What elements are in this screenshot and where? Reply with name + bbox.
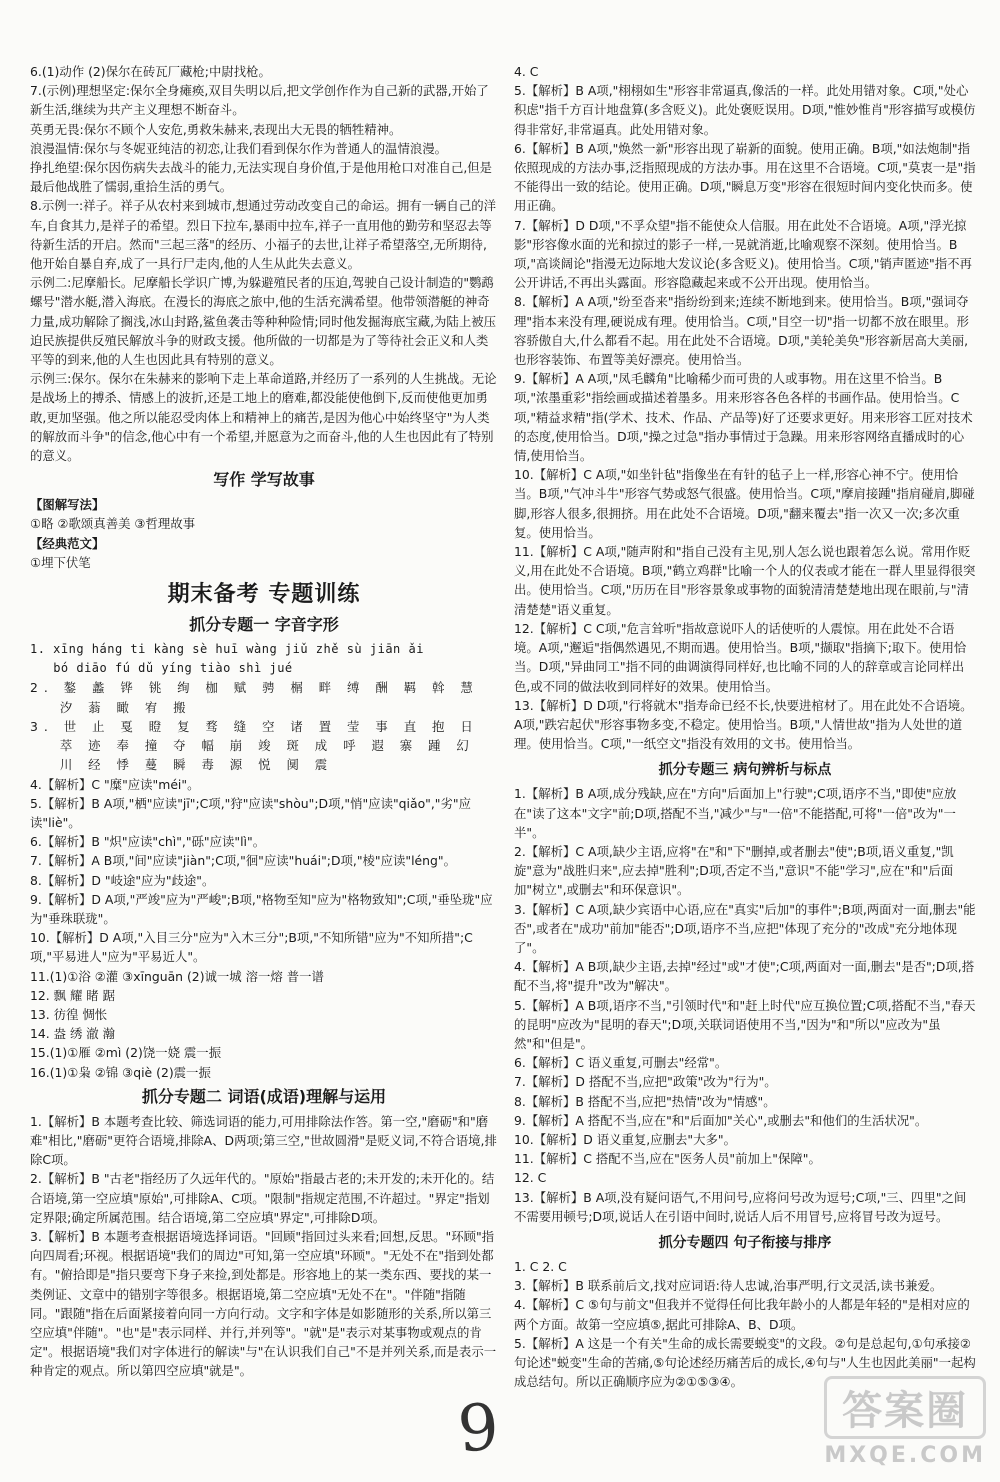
answers-part-b: [514, 784, 976, 1226]
answer-line: 10.【解析】C A项,"如坐针毡"指像坐在有针的毡子上一样,形容心神不宁。使用恰当。B项,"气冲斗牛"形容气势或怒气很盛。使用恰当。C项,"摩肩接踵"指肩碰肩,脚碰脚,形容人很多,很拥挤。用在此处不合语境。D项,"翻来覆去"指一次又一次;多次重复。使用恰当。: [514, 467, 975, 540]
answer-line: 13.【解析】D D项,"行将就木"指寿命已经不长,快要进棺材了。用在此处不合语境。A项,"跌宕起伏"形容事物多变,不稳定。使用恰当。B项,"人情世故"指为人处世的道理。使用恰当。C项,"一纸空文"指没有效用的文书。使用恰当。: [514, 697, 973, 752]
answer-line: 7.(示例)理想坚定:保尔全身瘫痪,双目失明以后,把文学创作作为自己新的武器,开始了新生活,继续为共产主义理想不断奋斗。: [30, 83, 489, 118]
answer-line: 3.【解析】B 本题考查根据语境选择词语。"回顾"指回过头来看;回想,反思。"环顾"指向四周看;环视。根据语境"我们的周边"可知,第一空应填"环顾"。"无处不在"指到处都有。"俯拾即是"指只要弯下身子来捡,到处都是。形容地上的某一类东西、要找的某一类例证、文章中的错别字等很多。根据语境,第二空应填"无处不在"。"伴随"指随同。"跟随"指在后面紧接着向同一方向行动。文字和字体是如影随形的关系,所以第三空应填"伴随"。"也"是"表示同样、并行,并列等"。"就"是"表示对某事物或观点的肯定"。根据语境"我们对字体进行的解读"与"在认识我们自己"不是并列关系,而是表示一种肯定的观点。所以第四空应填"就是"。: [30, 1228, 497, 1379]
answer-line: 9.【解析】D A项,"严竣"应为"严峻";B项,"格物至知"应为"格物致知";C项,"垂坠珑"应为"垂珠联珑"。: [30, 891, 493, 926]
answer-line: 示例二:尼摩船长。尼摩船长学识广博,为躲避殖民者的压迫,驾驶自己设计制造的"鹦鹉螺号"潜水艇,潜入海底。在漫长的海底之旅中,他的生活充满希望。他带领潜艇的神奇力量,成功解除了搁浅,冰山封路,鲨鱼袭击等种种险情;同时他发掘海底宝藏,为陆上被压迫民族提供反殖民解放斗争的财政支援。他所做的一切都是为了等待社会正义和人类平等的到来,他的人生也因此具有特别的意义。: [30, 275, 496, 368]
answer-line: 7.【解析】A B项,"间"应读"jiàn";C项,"徊"应读"huái";D项,"棱"应读"léng"。: [30, 853, 456, 869]
answer-line: 6.【解析】C 语义重复,可删去"经常"。: [514, 1055, 728, 1071]
left-column: [30, 62, 498, 1381]
answer-line: 示例三:保尔。保尔在朱赫来的影响下走上革命道路,并经历了一系列的人生挑战。无论是战场上的搏杀、情感上的波折,还是工地上的磨难,都没能使他倒下,反而使他更加勇敢,更加坚强。他之所以能忍受肉体上和精神上的痛苦,是因为他心中始终坚守"为人类的解放而斗争"的信念,他心中有一个希望,并愿意为之而奋斗,他的人生也因此有了特别的意义。: [30, 371, 497, 464]
answer-line: 12.【解析】C C项,"危言耸听"指故意说吓人的话使听的人震惊。用在此处不合语境。A项,"邂逅"指偶然遇见,不期而遇。使用恰当。B项,"撷取"指摘下;取下。使用恰当。D项,"异曲同工"指不同的曲调演得同样好,也比喻不同的人的辞章或言论同样出色,或不同的做法收到同样好的效果。使用恰当。: [514, 620, 967, 694]
answer-line: 6.【解析】B A项,"焕然一新"形容出现了崭新的面貌。使用正确。B项,"如法炮制"指依照现成的方法办事,泛指照现成的方法办事。用在这里不合语境。C项,"莫衷一是"指不能得出一致的结论。使用正确。D项,"瞬息万变"形容在很短时间内变化快而多。使用正确。: [514, 140, 976, 214]
answer-line: 挣扎绝望:保尔因伤病失去战斗的能力,无法实现自身价值,于是他用枪口对准自己,但是最后他战胜了懦弱,重拾生活的勇气。: [30, 160, 493, 195]
answer-line: 15.(1)①雁 ②mì (2)饶一娆 震一振: [30, 1045, 222, 1061]
answer-line: 4.【解析】C "糜"应读"méi"。: [30, 776, 200, 792]
answer-line: 川 经 悸 蔓 瞬 毒 源 悦 阒 震: [30, 757, 334, 773]
watermark-url: MXQE.COM: [824, 1443, 986, 1468]
answer-line: 英勇无畏:保尔不顾个人安危,勇救朱赫来,表现出大无畏的牺牲精神。: [30, 121, 402, 137]
answer-line: 5.【解析】A B项,语序不当,"引领时代"和"赶上时代"应互换位置;C项,搭配不当,"春天的昆明"应改为"昆明的春天";D项,关联词语使用不当,"因为"和"所以"应改为"虽然"和"但是"。: [514, 997, 976, 1051]
answer-line: ①略 ②歌颂真善美 ③哲理故事: [30, 516, 196, 532]
answers-part-a: [514, 62, 976, 753]
answer-line: 1.【解析】B 本题考查比较、筛选词语的能力,可用排除法作答。第一空,"磨砺"和"磨难"相比,"磨砺"更符合语境,排除A、D两项;第三空,"世故圆滑"是贬义词,不符合语境,排除C项。: [30, 1113, 497, 1168]
answer-line: 12. 飘 耀 睹 踞: [30, 987, 116, 1003]
answer-line: 萃 迹 奉 撞 夺 幅 崩 竣 斑 成 呼 遐 寨 踵 幻: [30, 738, 475, 754]
answer-line: 7.【解析】D D项,"不孚众望"指不能使众人信服。用在此处不合语境。A项,"浮光掠影"形容像水面的光和掠过的影子一样,一晃就消逝,比喻观察不深刻。使用恰当。B项,"高谈阔论"指漫无边际地大发议论(多含贬义)。使用恰当。C项,"销声匿迹"指不再公开讲话,不再出头露面。形容隐藏起来或不公开出现。使用恰当。: [514, 217, 972, 291]
watermark: [824, 1376, 986, 1468]
answer-line: 2. 鏊 蠡 铧 铫 绚 枷 赋 骋 榍 畔 缚 酬 羁 斡 慧: [30, 680, 479, 696]
answer-line: 9.【解析】A 搭配不当,应在"和"后面加"关心",或删去"和他们的生活状况"。: [514, 1112, 928, 1128]
answer-line: 5.【解析】A 这是一个有关"生命的成长需要蜕变"的文段。②句是总起句,①句承接②句论述"蜕变"生命的苦痛,⑤句论述经历痛苦后的成长,④句与"人生也因此美丽"一起构成总结句。所以正确顺序应为②①⑤③④。: [514, 1335, 976, 1390]
answer-line: 2.【解析】C A项,缺少主语,应将"在"和"下"删掉,或者删去"使";B项,语义重复,"凯旋"意为"战胜归来",应去掉"胜利";D项,否定不当,"意识"不能"学习",应在"和"后面加"树立",或删去"和环保意识"。: [514, 843, 954, 898]
answers-part-a: [30, 62, 498, 465]
watermark-logo: 答案圈: [824, 1376, 986, 1439]
answer-line: 4.【解析】C ⑤句与前文"但我并不觉得任何比我年龄小的人都是年轻的"是相对应的两个方面。故第一空应填⑤,据此可排除A、B、D项。: [514, 1297, 970, 1332]
answer-line: 汐 蓊 瞰 宥 搬: [30, 699, 192, 715]
answer-line: 1.【解析】B A项,成分残缺,应在"方向"后面加上"行驶";C项,语序不当,"即使"应放在"读了这本"文字"前;D项,搭配不当,"减少"与"一倍"不能搭配,可将"一倍"改为"一半"。: [514, 786, 957, 840]
answer-line: 11.【解析】C A项,"随声附和"指自己没有主见,别人怎么说也跟着怎么说。常用作贬义,用在此处不合语境。B项,"鹤立鸡群"比喻一个人的仪表或才能在一群人里显得很突出。使用恰当。C项,"历历在目"形容景象或事物的面貌清清楚楚地出现在眼前,与"清清楚楚"语义重复。: [514, 544, 976, 617]
handwritten-page-number: 9: [455, 1390, 502, 1468]
answer-line: 7.【解析】D 搭配不当,应把"政策"改为"行为"。: [514, 1074, 777, 1090]
section-tag: 【图解写法】: [30, 497, 105, 513]
answer-line: 1. xīng háng ti kàng sè huī wàng jiǔ zhě sù jiān ǎi: [30, 642, 424, 657]
answers-part-e: [30, 1112, 498, 1381]
answer-line: 16.(1)①枭 ②锦 ③qiè (2)震一振: [30, 1064, 211, 1080]
section-heading-3: 抓分专题三 病句辨析与标点: [658, 762, 832, 779]
page-title: 期末备考 专题训练: [167, 582, 361, 608]
answer-line: 8.【解析】B 搭配不当,应把"热情"改为"情感"。: [514, 1093, 776, 1109]
writing-heading: 写作 学写故事: [213, 470, 315, 490]
answer-line: 12. C: [514, 1170, 547, 1186]
answer-line: 3. 世 止 戛 瞪 复 骛 缝 空 诸 置 莹 事 直 抱 日: [30, 718, 479, 734]
answer-line: 8.【解析】D "岐途"应为"歧途"。: [30, 872, 215, 888]
answer-line: 1. C 2. C: [514, 1258, 567, 1274]
answer-line: 11.(1)①浴 ②灌 ③xīnguān (2)诚一城 溶一熔 普一谱: [30, 968, 324, 984]
answer-line: 10.【解析】D 语义重复,应删去"大多"。: [514, 1131, 736, 1147]
section-heading-1: 抓分专题一 字音字形: [189, 615, 339, 635]
answer-line: 3.【解析】C A项,缺少宾语中心语,应在"真实"后加"的事件";B项,两面对一面,删去"能否",或者在"成功"前加"能否";D项,语序不当,应把"体现了充分的"改成"充分地体现了"。: [514, 901, 976, 955]
answer-line: 11.【解析】C 搭配不当,应在"医务人员"前加上"保障"。: [514, 1151, 821, 1167]
pinyin-answers: [30, 640, 498, 678]
answer-line: bó diāo fú dǔ yíng tiào shì jué: [30, 661, 293, 676]
answers-part-c: [514, 1257, 976, 1391]
answer-line: ①埋下伏笔: [30, 554, 91, 570]
answer-line: 3.【解析】B 联系前后文,找对应词语:待人忠诚,治事严明,行文灵活,读书兼爱。: [514, 1278, 943, 1294]
answer-line: 6.【解析】B "炽"应读"chì","砾"应读"lì"。: [30, 834, 266, 850]
answer-line: 13. 彷徨 惆怅: [30, 1006, 108, 1022]
character-answers: [30, 678, 498, 774]
answer-line: 4.【解析】A B项,缺少主语,去掉"经过"或"才使";C项,两面对一面,删去"是否";D项,搭配不当,将"提升"改为"解决"。: [514, 959, 975, 994]
answer-line: 13.【解析】B A项,没有疑问语气,不用问号,应将问号改为逗号;C项,"三、四里"之间不需要用顿号;D项,说话人在引语中间时,说话人后不用冒号,应将冒号改为逗号。: [514, 1189, 967, 1224]
section-heading-4: 抓分专题四 句子衔接与排序: [658, 1234, 832, 1251]
answer-line: 6.(1)动作 (2)保尔在砖瓦厂藏枪;中尉找枪。: [30, 64, 271, 79]
answer-line: 2.【解析】B "古老"指经历了久远年代的。"原始"指最古老的;未开发的;未开化的。结合语境,第一空应填"原始",可排除A、C项。"限制"指规定范围,不许超过。"界定"指划定界限;确定所属范围。结合语境,第二空应填"界定",可排除D项。: [30, 1171, 495, 1225]
right-column: [514, 62, 976, 1391]
answer-line: 浪漫温情:保尔与冬妮亚纯洁的初恋,让我们看到保尔作为普通人的温情浪漫。: [30, 140, 448, 156]
answers-part-d: [30, 775, 498, 1082]
answer-line: 9.【解析】A A项,"凤毛麟角"比喻稀少而可贵的人或事物。用在这里不恰当。B项,"浓墨重彩"指绘画或描述着墨多。用来形容各色各样的书画作品。使用恰当。C项,"精益求精"指(学术、技术、作品、产品等)好了还要求更好。用来形容工匠对技术的态度,使用恰当。D项,"操之过急"指办事情过于急躁。用来形容网络直播成时的心情,使用恰当。: [514, 371, 973, 464]
answer-line: 5.【解析】B A项,"栖"应读"jī";C项,"狩"应读"shòu";D项,"悄"应读"qiǎo","劣"应读"liè"。: [30, 795, 471, 830]
answer-line: 10.【解析】D A项,"入目三分"应为"入木三分";B项,"不知所错"应为"不知所措";C项,"平易进人"应为"平易近人"。: [30, 930, 473, 965]
section-heading-2: 抓分专题二 词语(成语)理解与运用: [141, 1086, 387, 1106]
answer-line: 8.示例一:祥子。祥子从农村来到城市,想通过劳动改变自己的命运。拥有一辆自己的洋车,自食其力,是祥子的希望。烈日下拉车,暴雨中拉车,祥子一直用他的勤劳和坚忍去等待新生活的开启。然而"三起三落"的经历、小福子的去世,让祥子希望落空,无所期待,他开始自暴自弃,成了一具行尸走肉,他的人生从此失去意义。: [30, 198, 496, 272]
section-tag: 【经典范文】: [30, 535, 105, 551]
answer-line: 5.【解析】B A项,"栩栩如生"形容非常逼真,像活的一样。此处用错对象。C项,"处心积虑"指千方百计地盘算(多含贬义)。此处褒贬误用。D项,"惟妙惟肖"形容描写或模仿得非常好,非常逼真。此处用错对象。: [514, 83, 976, 137]
answer-line: 8.【解析】A A项,"纷至沓来"指纷纷到来;连续不断地到来。使用恰当。B项,"强词夺理"指本来没有理,硬说成有理。使用恰当。C项,"目空一切"指一切都不放在眼里。形容骄傲自大,什么都看不起。用在此处不合语境。D项,"美轮美奂"形容新居高大美丽,也形容装饰、布置等美好漂亮。使用恰当。: [514, 294, 969, 368]
answer-line: 14. 盎 绣 澈 瀚: [30, 1026, 116, 1042]
answer-line: 4. C: [514, 64, 539, 79]
